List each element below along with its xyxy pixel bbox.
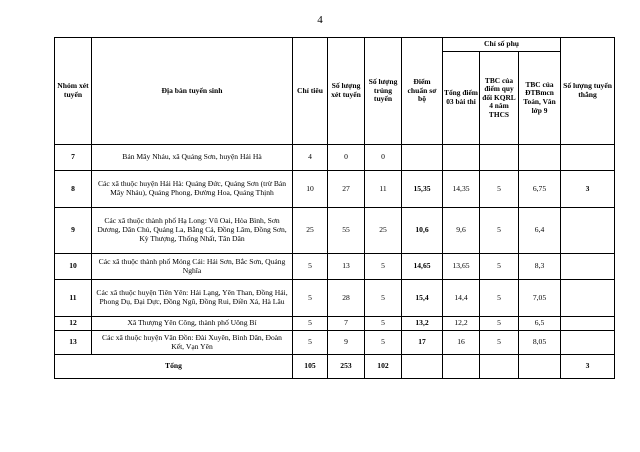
total-math-lit bbox=[519, 355, 561, 379]
cell-applicants: 28 bbox=[328, 280, 365, 317]
cell-applicants: 9 bbox=[328, 331, 365, 355]
cell-kqrl: 5 bbox=[480, 280, 519, 317]
total-score bbox=[402, 355, 443, 379]
cell-kqrl: 5 bbox=[480, 317, 519, 331]
total-total3 bbox=[443, 355, 480, 379]
header-area: Địa bàn tuyển sinh bbox=[92, 38, 293, 145]
cell-direct bbox=[561, 254, 615, 280]
total-admitted: 102 bbox=[365, 355, 402, 379]
cell-admitted: 25 bbox=[365, 208, 402, 254]
cell-area: Các xã thuộc huyện Hải Hà: Quảng Đức, Quảng Sơn (trừ Bản Mây Nháu), Quảng Phong, Đường Hoa, Quảng Thịnh bbox=[92, 171, 293, 208]
cell-quota: 5 bbox=[293, 317, 328, 331]
cell-math-lit bbox=[519, 145, 561, 171]
cell-math-lit: 6,4 bbox=[519, 208, 561, 254]
cell-kqrl: 5 bbox=[480, 254, 519, 280]
cell-direct bbox=[561, 208, 615, 254]
header-total-3-subjects: Tổng điểm 03 bài thi bbox=[443, 52, 480, 145]
cell-kqrl: 5 bbox=[480, 171, 519, 208]
cell-quota: 5 bbox=[293, 331, 328, 355]
cell-direct bbox=[561, 145, 615, 171]
cell-kqrl: 5 bbox=[480, 208, 519, 254]
cell-admitted: 5 bbox=[365, 331, 402, 355]
cell-group: 13 bbox=[55, 331, 92, 355]
header-sub-indices: Chỉ số phụ bbox=[443, 38, 561, 52]
cell-score: 10,6 bbox=[402, 208, 443, 254]
cell-admitted: 0 bbox=[365, 145, 402, 171]
table-row bbox=[55, 254, 615, 280]
cell-direct bbox=[561, 317, 615, 331]
page-number: 4 bbox=[317, 14, 323, 26]
cell-applicants: 27 bbox=[328, 171, 365, 208]
total-quota: 105 bbox=[293, 355, 328, 379]
cell-math-lit: 8,05 bbox=[519, 331, 561, 355]
header-preliminary-score: Điểm chuẩn sơ bộ bbox=[402, 38, 443, 145]
cell-score bbox=[402, 145, 443, 171]
cell-admitted: 5 bbox=[365, 317, 402, 331]
table-row bbox=[55, 145, 615, 171]
cell-total3: 13,65 bbox=[443, 254, 480, 280]
header-quota: Chỉ tiêu bbox=[293, 38, 328, 145]
header-tbc-kqrl: TBC của điểm quy đổi KQRL 4 năm THCS bbox=[480, 52, 519, 145]
total-applicants: 253 bbox=[328, 355, 365, 379]
cell-math-lit: 8,3 bbox=[519, 254, 561, 280]
total-label: Tổng bbox=[55, 355, 293, 379]
header-admitted: Số lượng trúng tuyển bbox=[365, 38, 402, 145]
cell-total3 bbox=[443, 145, 480, 171]
table-row bbox=[55, 280, 615, 317]
cell-quota: 5 bbox=[293, 254, 328, 280]
cell-quota: 10 bbox=[293, 171, 328, 208]
cell-score: 15,4 bbox=[402, 280, 443, 317]
cell-math-lit: 6,75 bbox=[519, 171, 561, 208]
cell-direct: 3 bbox=[561, 171, 615, 208]
header-tbc-math-lit: TBC của ĐTBmcn Toán, Văn lớp 9 bbox=[519, 52, 561, 145]
cell-admitted: 5 bbox=[365, 254, 402, 280]
cell-applicants: 13 bbox=[328, 254, 365, 280]
total-kqrl bbox=[480, 355, 519, 379]
cell-group: 12 bbox=[55, 317, 92, 331]
cell-total3: 12,2 bbox=[443, 317, 480, 331]
table-row bbox=[55, 331, 615, 355]
admission-table bbox=[54, 37, 615, 379]
cell-total3: 14,4 bbox=[443, 280, 480, 317]
cell-applicants: 7 bbox=[328, 317, 365, 331]
cell-direct bbox=[561, 331, 615, 355]
header-direct-admission: Số lượng tuyển thẳng bbox=[561, 38, 615, 145]
cell-admitted: 5 bbox=[365, 280, 402, 317]
cell-quota: 25 bbox=[293, 208, 328, 254]
cell-direct bbox=[561, 280, 615, 317]
cell-total3: 16 bbox=[443, 331, 480, 355]
header-applicants: Số lượng xét tuyển bbox=[328, 38, 365, 145]
cell-applicants: 55 bbox=[328, 208, 365, 254]
cell-group: 10 bbox=[55, 254, 92, 280]
cell-math-lit: 7,05 bbox=[519, 280, 561, 317]
cell-admitted: 11 bbox=[365, 171, 402, 208]
cell-group: 7 bbox=[55, 145, 92, 171]
table-row bbox=[55, 171, 615, 208]
cell-total3: 9,6 bbox=[443, 208, 480, 254]
cell-area: Các xã thuộc thành phố Hạ Long: Vũ Oai, Hòa Bình, Sơn Dương, Dân Chủ, Quảng La, Bằng Cả, Đồng Lâm, Đồng Sơn, Kỳ Thượng, Thống Nhất, Tân Dân bbox=[92, 208, 293, 254]
cell-score: 15,35 bbox=[402, 171, 443, 208]
cell-kqrl bbox=[480, 145, 519, 171]
total-direct: 3 bbox=[561, 355, 615, 379]
header-group: Nhóm xét tuyển bbox=[55, 38, 92, 145]
cell-area: Các xã thuộc huyện Tiên Yên: Hải Lạng, Yên Than, Đồng Hải, Phong Dụ, Đại Dực, Đồng Ngũ, Đồng Rui, Điền Xá, Hà Lâu bbox=[92, 280, 293, 317]
cell-area: Các xã thuộc thành phố Móng Cái: Hải Sơn, Bắc Sơn, Quảng Nghĩa bbox=[92, 254, 293, 280]
total-row bbox=[55, 355, 615, 379]
cell-score: 14,65 bbox=[402, 254, 443, 280]
cell-math-lit: 6,5 bbox=[519, 317, 561, 331]
cell-area: Các xã thuộc huyện Vân Đồn: Đài Xuyên, Bình Dân, Đoàn Kết, Vạn Yên bbox=[92, 331, 293, 355]
cell-kqrl: 5 bbox=[480, 331, 519, 355]
table-row bbox=[55, 317, 615, 331]
cell-group: 11 bbox=[55, 280, 92, 317]
table-row bbox=[55, 208, 615, 254]
cell-group: 9 bbox=[55, 208, 92, 254]
cell-applicants: 0 bbox=[328, 145, 365, 171]
header-row bbox=[55, 38, 615, 52]
cell-area: Xã Thượng Yên Công, thành phố Uông Bí bbox=[92, 317, 293, 331]
cell-quota: 5 bbox=[293, 280, 328, 317]
cell-total3: 14,35 bbox=[443, 171, 480, 208]
cell-area: Bản Mây Nháu, xã Quảng Sơn, huyện Hải Hà bbox=[92, 145, 293, 171]
cell-group: 8 bbox=[55, 171, 92, 208]
cell-score: 13,2 bbox=[402, 317, 443, 331]
cell-quota: 4 bbox=[293, 145, 328, 171]
cell-score: 17 bbox=[402, 331, 443, 355]
